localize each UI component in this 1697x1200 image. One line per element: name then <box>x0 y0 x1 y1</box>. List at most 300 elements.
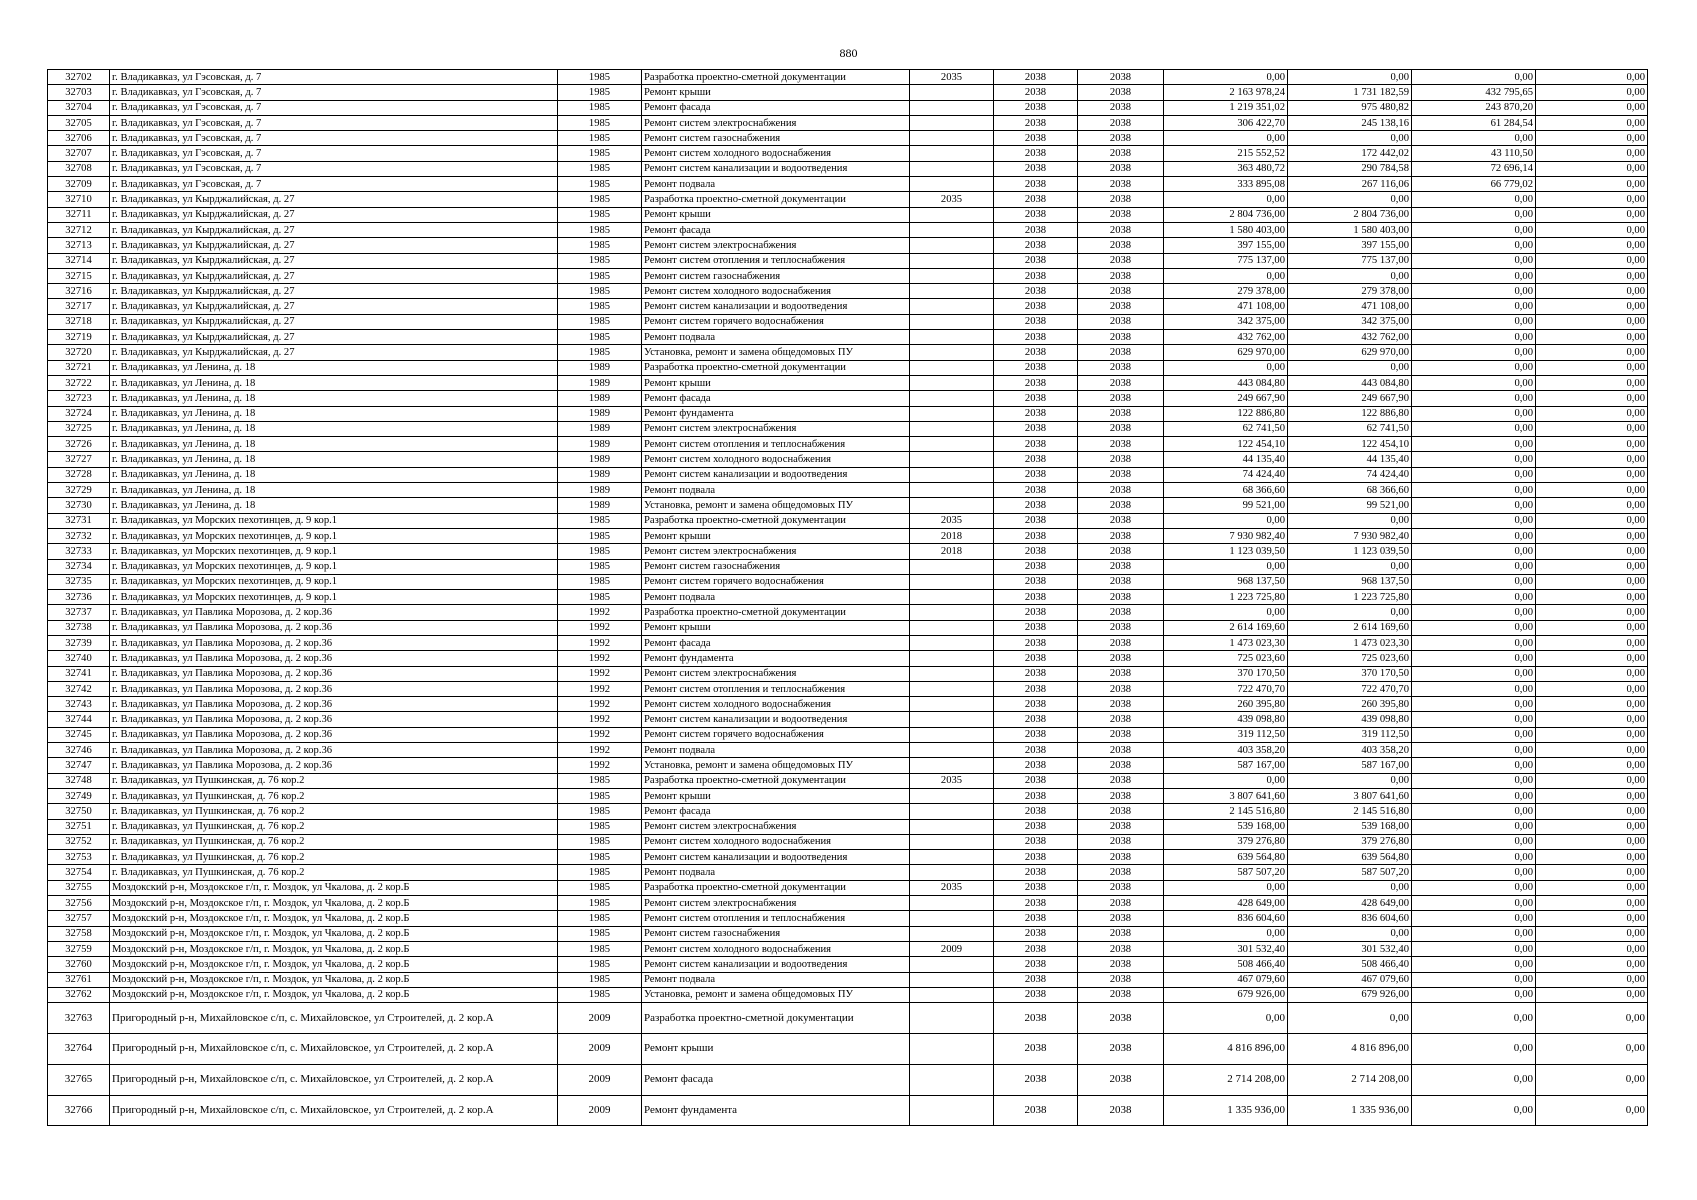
cell-total-cost: 725 023,60 <box>1164 651 1288 666</box>
cell-build-year: 1985 <box>558 911 642 926</box>
cell-planned-year-start: 2038 <box>994 1003 1078 1034</box>
cell-total-cost: 122 886,80 <box>1164 406 1288 421</box>
cell-row-number: 32723 <box>48 391 110 406</box>
cell-work-type: Ремонт крыши <box>642 375 910 390</box>
cell-address: г. Владикавказ, ул Кырджалийская, д. 27 <box>110 345 558 360</box>
cell-fund-cost: 439 098,80 <box>1288 712 1412 727</box>
cell-planned-year-start: 2038 <box>994 758 1078 773</box>
cell-owner-cost: 0,00 <box>1412 467 1536 482</box>
cell-work-type: Ремонт систем электроснабжения <box>642 115 910 130</box>
cell-planned-year-start: 2038 <box>994 146 1078 161</box>
cell-build-year: 1992 <box>558 635 642 650</box>
cell-total-cost: 2 714 208,00 <box>1164 1064 1288 1095</box>
cell-budget-cost: 0,00 <box>1536 391 1648 406</box>
cell-work-type: Разработка проектно-сметной документации <box>642 1003 910 1034</box>
cell-last-repair-year <box>910 437 994 452</box>
cell-work-type: Ремонт систем газоснабжения <box>642 268 910 283</box>
cell-work-type: Ремонт систем канализации и водоотведения <box>642 957 910 972</box>
cell-build-year: 1992 <box>558 620 642 635</box>
cell-planned-year-start: 2038 <box>994 528 1078 543</box>
cell-last-repair-year: 2035 <box>910 513 994 528</box>
cell-address: Пригородный р-н, Михайловское с/п, с. Михайловское, ул Строителей, д. 2 кор.А <box>110 1033 558 1064</box>
cell-total-cost: 44 135,40 <box>1164 452 1288 467</box>
cell-planned-year-end: 2038 <box>1078 222 1164 237</box>
cell-row-number: 32730 <box>48 498 110 513</box>
cell-build-year: 1989 <box>558 498 642 513</box>
cell-planned-year-end: 2038 <box>1078 284 1164 299</box>
cell-owner-cost: 0,00 <box>1412 528 1536 543</box>
cell-last-repair-year <box>910 100 994 115</box>
cell-planned-year-start: 2038 <box>994 192 1078 207</box>
cell-budget-cost: 0,00 <box>1536 1064 1648 1095</box>
cell-last-repair-year: 2018 <box>910 544 994 559</box>
cell-owner-cost: 66 779,02 <box>1412 177 1536 192</box>
cell-planned-year-end: 2038 <box>1078 819 1164 834</box>
cell-total-cost: 467 079,60 <box>1164 972 1288 987</box>
cell-owner-cost: 0,00 <box>1412 605 1536 620</box>
cell-address: г. Владикавказ, ул Павлика Морозова, д. 2 кор.36 <box>110 727 558 742</box>
cell-planned-year-end: 2038 <box>1078 483 1164 498</box>
cell-work-type: Ремонт систем холодного водоснабжения <box>642 834 910 849</box>
cell-planned-year-end: 2038 <box>1078 712 1164 727</box>
cell-planned-year-end: 2038 <box>1078 1095 1164 1126</box>
cell-planned-year-start: 2038 <box>994 513 1078 528</box>
cell-planned-year-end: 2038 <box>1078 146 1164 161</box>
cell-row-number: 32757 <box>48 911 110 926</box>
cell-fund-cost: 587 167,00 <box>1288 758 1412 773</box>
cell-fund-cost: 2 145 516,80 <box>1288 804 1412 819</box>
cell-build-year: 1985 <box>558 192 642 207</box>
cell-address: г. Владикавказ, ул Павлика Морозова, д. 2 кор.36 <box>110 666 558 681</box>
cell-last-repair-year <box>910 207 994 222</box>
cell-budget-cost: 0,00 <box>1536 635 1648 650</box>
cell-work-type: Ремонт крыши <box>642 207 910 222</box>
cell-last-repair-year <box>910 620 994 635</box>
cell-address: г. Владикавказ, ул Морских пехотинцев, д. 9 кор.1 <box>110 559 558 574</box>
cell-planned-year-start: 2038 <box>994 299 1078 314</box>
cell-total-cost: 319 112,50 <box>1164 727 1288 742</box>
cell-planned-year-start: 2038 <box>994 544 1078 559</box>
cell-planned-year-end: 2038 <box>1078 437 1164 452</box>
cell-last-repair-year <box>910 834 994 849</box>
cell-planned-year-start: 2038 <box>994 651 1078 666</box>
cell-total-cost: 0,00 <box>1164 1003 1288 1034</box>
cell-fund-cost: 0,00 <box>1288 513 1412 528</box>
cell-budget-cost: 0,00 <box>1536 268 1648 283</box>
cell-address: г. Владикавказ, ул Ленина, д. 18 <box>110 483 558 498</box>
cell-total-cost: 249 667,90 <box>1164 391 1288 406</box>
cell-fund-cost: 279 378,00 <box>1288 284 1412 299</box>
cell-work-type: Ремонт подвала <box>642 865 910 880</box>
cell-build-year: 2009 <box>558 1095 642 1126</box>
cell-row-number: 32762 <box>48 987 110 1002</box>
cell-total-cost: 403 358,20 <box>1164 743 1288 758</box>
cell-last-repair-year <box>910 788 994 803</box>
cell-last-repair-year <box>910 345 994 360</box>
cell-address: г. Владикавказ, ул Гэсовская, д. 7 <box>110 131 558 146</box>
cell-total-cost: 1 335 936,00 <box>1164 1095 1288 1126</box>
cell-total-cost: 68 366,60 <box>1164 483 1288 498</box>
cell-build-year: 1985 <box>558 865 642 880</box>
cell-address: Моздокский р-н, Моздокское г/п, г. Моздок, ул Чкалова, д. 2 кор.Б <box>110 926 558 941</box>
cell-work-type: Ремонт крыши <box>642 528 910 543</box>
cell-budget-cost: 0,00 <box>1536 115 1648 130</box>
cell-total-cost: 0,00 <box>1164 605 1288 620</box>
cell-total-cost: 2 804 736,00 <box>1164 207 1288 222</box>
cell-planned-year-end: 2038 <box>1078 207 1164 222</box>
table-row <box>48 222 1648 237</box>
cell-last-repair-year <box>910 559 994 574</box>
cell-build-year: 1992 <box>558 712 642 727</box>
table-row <box>48 697 1648 712</box>
cell-row-number: 32745 <box>48 727 110 742</box>
cell-planned-year-end: 2038 <box>1078 605 1164 620</box>
cell-budget-cost: 0,00 <box>1536 192 1648 207</box>
table-row <box>48 972 1648 987</box>
cell-fund-cost: 1 123 039,50 <box>1288 544 1412 559</box>
cell-row-number: 32740 <box>48 651 110 666</box>
cell-address: г. Владикавказ, ул Морских пехотинцев, д. 9 кор.1 <box>110 590 558 605</box>
cell-address: г. Владикавказ, ул Пушкинская, д. 76 кор.2 <box>110 804 558 819</box>
cell-work-type: Ремонт систем холодного водоснабжения <box>642 284 910 299</box>
cell-planned-year-end: 2038 <box>1078 314 1164 329</box>
cell-owner-cost: 0,00 <box>1412 697 1536 712</box>
cell-budget-cost: 0,00 <box>1536 1003 1648 1034</box>
cell-address: г. Владикавказ, ул Пушкинская, д. 76 кор.2 <box>110 850 558 865</box>
cell-build-year: 1985 <box>558 544 642 559</box>
cell-row-number: 32702 <box>48 70 110 85</box>
cell-fund-cost: 2 804 736,00 <box>1288 207 1412 222</box>
cell-planned-year-start: 2038 <box>994 131 1078 146</box>
cell-planned-year-start: 2038 <box>994 865 1078 880</box>
cell-planned-year-start: 2038 <box>994 697 1078 712</box>
cell-fund-cost: 249 667,90 <box>1288 391 1412 406</box>
table-row <box>48 100 1648 115</box>
cell-planned-year-start: 2038 <box>994 1033 1078 1064</box>
cell-total-cost: 471 108,00 <box>1164 299 1288 314</box>
cell-total-cost: 439 098,80 <box>1164 712 1288 727</box>
cell-owner-cost: 0,00 <box>1412 850 1536 865</box>
cell-build-year: 1985 <box>558 574 642 589</box>
cell-budget-cost: 0,00 <box>1536 483 1648 498</box>
cell-budget-cost: 0,00 <box>1536 727 1648 742</box>
cell-row-number: 32717 <box>48 299 110 314</box>
cell-fund-cost: 2 614 169,60 <box>1288 620 1412 635</box>
cell-planned-year-start: 2038 <box>994 467 1078 482</box>
cell-planned-year-start: 2038 <box>994 559 1078 574</box>
table-row <box>48 834 1648 849</box>
cell-address: г. Владикавказ, ул Павлика Морозова, д. 2 кор.36 <box>110 651 558 666</box>
cell-owner-cost: 0,00 <box>1412 498 1536 513</box>
cell-owner-cost: 0,00 <box>1412 773 1536 788</box>
cell-budget-cost: 0,00 <box>1536 437 1648 452</box>
cell-budget-cost: 0,00 <box>1536 238 1648 253</box>
cell-budget-cost: 0,00 <box>1536 100 1648 115</box>
cell-build-year: 1989 <box>558 437 642 452</box>
cell-planned-year-end: 2038 <box>1078 697 1164 712</box>
cell-address: Пригородный р-н, Михайловское с/п, с. Михайловское, ул Строителей, д. 2 кор.А <box>110 1064 558 1095</box>
cell-last-repair-year <box>910 1064 994 1095</box>
cell-planned-year-end: 2038 <box>1078 1033 1164 1064</box>
cell-last-repair-year: 2035 <box>910 70 994 85</box>
cell-last-repair-year <box>910 222 994 237</box>
cell-build-year: 1985 <box>558 238 642 253</box>
cell-planned-year-end: 2038 <box>1078 330 1164 345</box>
cell-build-year: 1985 <box>558 222 642 237</box>
cell-work-type: Разработка проектно-сметной документации <box>642 773 910 788</box>
cell-fund-cost: 0,00 <box>1288 192 1412 207</box>
cell-budget-cost: 0,00 <box>1536 85 1648 100</box>
cell-planned-year-start: 2038 <box>994 911 1078 926</box>
cell-row-number: 32734 <box>48 559 110 574</box>
table-row <box>48 865 1648 880</box>
cell-build-year: 1985 <box>558 161 642 176</box>
cell-planned-year-end: 2038 <box>1078 896 1164 911</box>
cell-address: г. Владикавказ, ул Кырджалийская, д. 27 <box>110 207 558 222</box>
cell-build-year: 1985 <box>558 957 642 972</box>
cell-planned-year-end: 2038 <box>1078 115 1164 130</box>
cell-owner-cost: 0,00 <box>1412 192 1536 207</box>
cell-owner-cost: 61 284,54 <box>1412 115 1536 130</box>
cell-planned-year-start: 2038 <box>994 345 1078 360</box>
cell-row-number: 32725 <box>48 421 110 436</box>
cell-planned-year-end: 2038 <box>1078 360 1164 375</box>
cell-owner-cost: 0,00 <box>1412 131 1536 146</box>
cell-budget-cost: 0,00 <box>1536 498 1648 513</box>
cell-work-type: Ремонт фасада <box>642 635 910 650</box>
cell-address: г. Владикавказ, ул Кырджалийская, д. 27 <box>110 330 558 345</box>
cell-last-repair-year <box>910 727 994 742</box>
cell-owner-cost: 0,00 <box>1412 268 1536 283</box>
cell-total-cost: 1 580 403,00 <box>1164 222 1288 237</box>
cell-fund-cost: 0,00 <box>1288 131 1412 146</box>
cell-row-number: 32764 <box>48 1033 110 1064</box>
table-row <box>48 1095 1648 1126</box>
cell-last-repair-year <box>910 850 994 865</box>
cell-planned-year-end: 2038 <box>1078 635 1164 650</box>
cell-last-repair-year <box>910 146 994 161</box>
cell-build-year: 1985 <box>558 513 642 528</box>
cell-build-year: 1992 <box>558 651 642 666</box>
cell-build-year: 1985 <box>558 941 642 956</box>
cell-row-number: 32715 <box>48 268 110 283</box>
cell-row-number: 32742 <box>48 681 110 696</box>
table-row <box>48 483 1648 498</box>
cell-budget-cost: 0,00 <box>1536 345 1648 360</box>
cell-work-type: Ремонт подвала <box>642 177 910 192</box>
table-row <box>48 161 1648 176</box>
cell-budget-cost: 0,00 <box>1536 666 1648 681</box>
table-row <box>48 1003 1648 1034</box>
cell-build-year: 1985 <box>558 330 642 345</box>
cell-fund-cost: 428 649,00 <box>1288 896 1412 911</box>
table-row <box>48 605 1648 620</box>
cell-planned-year-end: 2038 <box>1078 253 1164 268</box>
cell-fund-cost: 397 155,00 <box>1288 238 1412 253</box>
cell-total-cost: 74 424,40 <box>1164 467 1288 482</box>
cell-fund-cost: 4 816 896,00 <box>1288 1033 1412 1064</box>
cell-budget-cost: 0,00 <box>1536 865 1648 880</box>
cell-row-number: 32746 <box>48 743 110 758</box>
table-row <box>48 284 1648 299</box>
cell-fund-cost: 0,00 <box>1288 926 1412 941</box>
cell-build-year: 1985 <box>558 100 642 115</box>
cell-row-number: 32752 <box>48 834 110 849</box>
cell-owner-cost: 0,00 <box>1412 788 1536 803</box>
cell-budget-cost: 0,00 <box>1536 788 1648 803</box>
table-row <box>48 345 1648 360</box>
cell-budget-cost: 0,00 <box>1536 957 1648 972</box>
cell-planned-year-end: 2038 <box>1078 513 1164 528</box>
cell-last-repair-year <box>910 498 994 513</box>
cell-budget-cost: 0,00 <box>1536 253 1648 268</box>
table-row <box>48 192 1648 207</box>
cell-planned-year-end: 2038 <box>1078 299 1164 314</box>
cell-owner-cost: 0,00 <box>1412 345 1536 360</box>
cell-fund-cost: 1 223 725,80 <box>1288 590 1412 605</box>
cell-row-number: 32751 <box>48 819 110 834</box>
cell-owner-cost: 0,00 <box>1412 330 1536 345</box>
cell-planned-year-end: 2038 <box>1078 651 1164 666</box>
cell-planned-year-start: 2038 <box>994 222 1078 237</box>
cell-owner-cost: 0,00 <box>1412 299 1536 314</box>
cell-owner-cost: 0,00 <box>1412 421 1536 436</box>
cell-work-type: Ремонт крыши <box>642 788 910 803</box>
cell-owner-cost: 0,00 <box>1412 727 1536 742</box>
cell-budget-cost: 0,00 <box>1536 528 1648 543</box>
cell-total-cost: 539 168,00 <box>1164 819 1288 834</box>
cell-address: г. Владикавказ, ул Кырджалийская, д. 27 <box>110 268 558 283</box>
cell-fund-cost: 319 112,50 <box>1288 727 1412 742</box>
cell-owner-cost: 0,00 <box>1412 544 1536 559</box>
cell-work-type: Ремонт подвала <box>642 330 910 345</box>
cell-budget-cost: 0,00 <box>1536 406 1648 421</box>
cell-address: г. Владикавказ, ул Морских пехотинцев, д. 9 кор.1 <box>110 513 558 528</box>
cell-owner-cost: 0,00 <box>1412 1003 1536 1034</box>
table-row <box>48 85 1648 100</box>
cell-planned-year-end: 2038 <box>1078 406 1164 421</box>
cell-fund-cost: 639 564,80 <box>1288 850 1412 865</box>
cell-address: г. Владикавказ, ул Пушкинская, д. 76 кор.2 <box>110 819 558 834</box>
cell-total-cost: 2 163 978,24 <box>1164 85 1288 100</box>
cell-row-number: 32765 <box>48 1064 110 1095</box>
table-row <box>48 850 1648 865</box>
cell-fund-cost: 260 395,80 <box>1288 697 1412 712</box>
cell-planned-year-start: 2038 <box>994 85 1078 100</box>
cell-work-type: Ремонт систем холодного водоснабжения <box>642 452 910 467</box>
cell-budget-cost: 0,00 <box>1536 360 1648 375</box>
table-row <box>48 467 1648 482</box>
cell-work-type: Разработка проектно-сметной документации <box>642 513 910 528</box>
cell-row-number: 32731 <box>48 513 110 528</box>
cell-last-repair-year <box>910 238 994 253</box>
cell-total-cost: 397 155,00 <box>1164 238 1288 253</box>
cell-build-year: 1985 <box>558 896 642 911</box>
cell-budget-cost: 0,00 <box>1536 911 1648 926</box>
cell-budget-cost: 0,00 <box>1536 819 1648 834</box>
cell-planned-year-end: 2038 <box>1078 1064 1164 1095</box>
cell-last-repair-year <box>910 574 994 589</box>
cell-fund-cost: 1 580 403,00 <box>1288 222 1412 237</box>
cell-total-cost: 0,00 <box>1164 70 1288 85</box>
cell-total-cost: 0,00 <box>1164 131 1288 146</box>
cell-budget-cost: 0,00 <box>1536 987 1648 1002</box>
cell-budget-cost: 0,00 <box>1536 299 1648 314</box>
cell-owner-cost: 0,00 <box>1412 559 1536 574</box>
cell-total-cost: 2 614 169,60 <box>1164 620 1288 635</box>
cell-owner-cost: 0,00 <box>1412 651 1536 666</box>
cell-work-type: Ремонт фундамента <box>642 651 910 666</box>
cell-build-year: 1989 <box>558 452 642 467</box>
cell-build-year: 1985 <box>558 85 642 100</box>
cell-work-type: Ремонт систем канализации и водоотведения <box>642 712 910 727</box>
cell-build-year: 1985 <box>558 926 642 941</box>
cell-fund-cost: 122 454,10 <box>1288 437 1412 452</box>
cell-row-number: 32758 <box>48 926 110 941</box>
cell-owner-cost: 0,00 <box>1412 865 1536 880</box>
cell-planned-year-end: 2038 <box>1078 850 1164 865</box>
cell-planned-year-start: 2038 <box>994 1095 1078 1126</box>
cell-planned-year-end: 2038 <box>1078 788 1164 803</box>
cell-fund-cost: 725 023,60 <box>1288 651 1412 666</box>
cell-work-type: Ремонт фасада <box>642 1064 910 1095</box>
cell-total-cost: 968 137,50 <box>1164 574 1288 589</box>
cell-planned-year-start: 2038 <box>994 681 1078 696</box>
cell-total-cost: 3 807 641,60 <box>1164 788 1288 803</box>
cell-work-type: Установка, ремонт и замена общедомовых ПУ <box>642 987 910 1002</box>
cell-planned-year-end: 2038 <box>1078 467 1164 482</box>
cell-last-repair-year <box>910 284 994 299</box>
cell-address: г. Владикавказ, ул Морских пехотинцев, д. 9 кор.1 <box>110 544 558 559</box>
cell-total-cost: 301 532,40 <box>1164 941 1288 956</box>
cell-total-cost: 370 170,50 <box>1164 666 1288 681</box>
cell-address: г. Владикавказ, ул Павлика Морозова, д. 2 кор.36 <box>110 605 558 620</box>
cell-build-year: 2009 <box>558 1003 642 1034</box>
cell-planned-year-end: 2038 <box>1078 681 1164 696</box>
cell-planned-year-end: 2038 <box>1078 666 1164 681</box>
cell-row-number: 32708 <box>48 161 110 176</box>
cell-build-year: 1985 <box>558 284 642 299</box>
cell-address: Моздокский р-н, Моздокское г/п, г. Моздок, ул Чкалова, д. 2 кор.Б <box>110 941 558 956</box>
cell-address: г. Владикавказ, ул Павлика Морозова, д. 2 кор.36 <box>110 712 558 727</box>
cell-total-cost: 836 604,60 <box>1164 911 1288 926</box>
cell-build-year: 1985 <box>558 880 642 895</box>
cell-build-year: 1989 <box>558 483 642 498</box>
cell-planned-year-end: 2038 <box>1078 452 1164 467</box>
cell-owner-cost: 0,00 <box>1412 360 1536 375</box>
cell-build-year: 1985 <box>558 345 642 360</box>
table-row <box>48 635 1648 650</box>
cell-planned-year-start: 2038 <box>994 498 1078 513</box>
cell-budget-cost: 0,00 <box>1536 850 1648 865</box>
cell-fund-cost: 2 714 208,00 <box>1288 1064 1412 1095</box>
cell-fund-cost: 0,00 <box>1288 559 1412 574</box>
cell-fund-cost: 975 480,82 <box>1288 100 1412 115</box>
cell-work-type: Ремонт систем холодного водоснабжения <box>642 941 910 956</box>
table-row <box>48 268 1648 283</box>
cell-fund-cost: 968 137,50 <box>1288 574 1412 589</box>
cell-fund-cost: 74 424,40 <box>1288 467 1412 482</box>
cell-planned-year-start: 2038 <box>994 437 1078 452</box>
cell-build-year: 1992 <box>558 605 642 620</box>
cell-fund-cost: 0,00 <box>1288 70 1412 85</box>
cell-fund-cost: 0,00 <box>1288 773 1412 788</box>
table-row <box>48 437 1648 452</box>
cell-planned-year-start: 2038 <box>994 896 1078 911</box>
cell-fund-cost: 3 807 641,60 <box>1288 788 1412 803</box>
cell-build-year: 1985 <box>558 773 642 788</box>
cell-budget-cost: 0,00 <box>1536 941 1648 956</box>
